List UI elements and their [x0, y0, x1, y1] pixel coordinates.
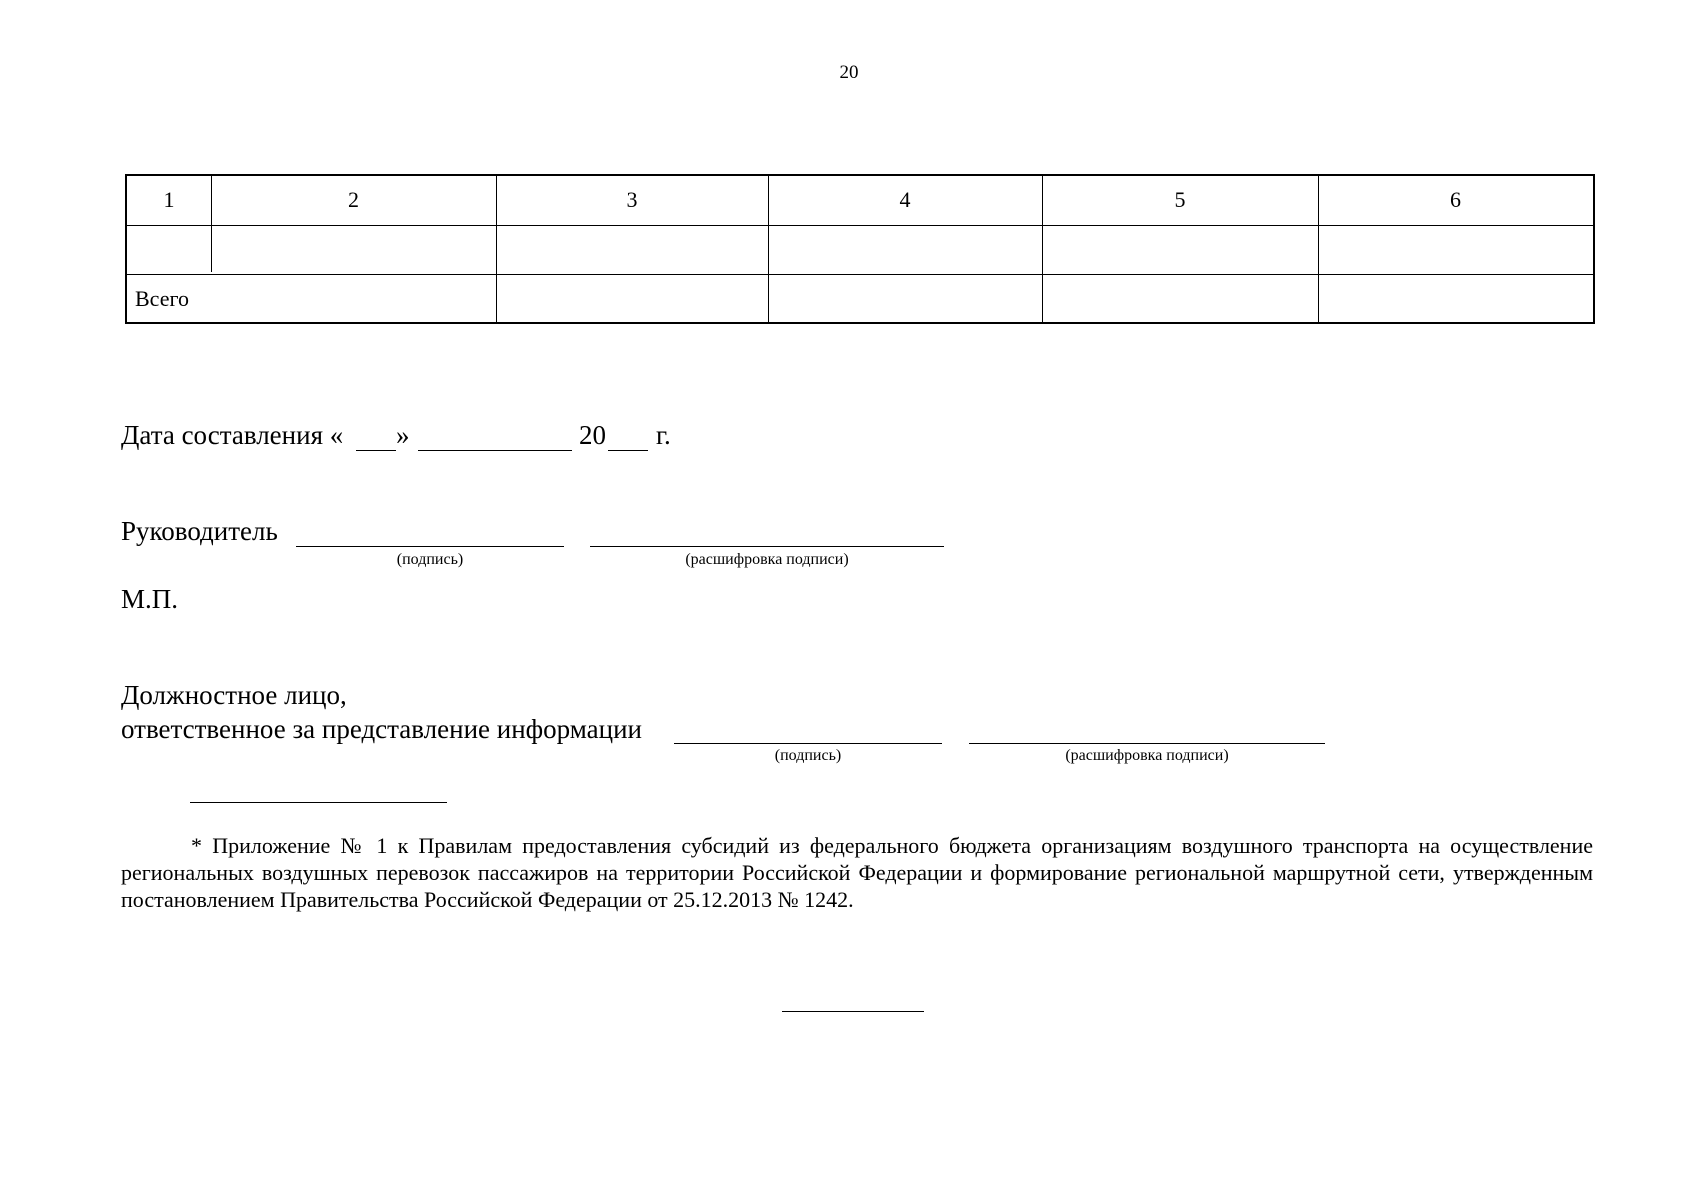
head-decode-line [590, 546, 944, 547]
date-day-blank [356, 450, 396, 451]
date-quote-close: » [396, 420, 410, 450]
page-number: 20 [839, 62, 859, 83]
official-signature-caption: (подпись) [774, 747, 842, 764]
table-header-cell: 5 [1174, 187, 1186, 212]
table-row-divider [127, 274, 1593, 275]
table-header-cell: 1 [163, 187, 175, 212]
head-signature-line [296, 546, 564, 547]
data-table [125, 174, 1595, 324]
official-decode-caption: (расшифровка подписи) [1065, 747, 1229, 764]
official-decode-line [969, 743, 1325, 744]
footnote-text: * Приложение № 1 к Правилам предоставления субсидий из федерального бюджета организациям воздушного транспорта на осуществление региональных воздушных перевозок пассажиров на территории Российской Федерации и формирование региональной маршрутной сети, утвержденным постановлением Правительства Российской Федерации от 25.12.2013 № 1242. [121, 833, 1593, 912]
footnote-separator [190, 802, 447, 803]
date-month-blank [418, 450, 572, 451]
end-of-document-line [782, 1011, 924, 1012]
official-label-line2: ответственное за представление информации [121, 714, 642, 744]
date-label: Дата составления « [121, 420, 344, 450]
date-year-suffix: г. [656, 420, 671, 450]
stamp-label: М.П. [121, 584, 179, 614]
date-year-blank [608, 450, 648, 451]
table-row-divider [127, 225, 1593, 226]
table-header-cell: 2 [348, 187, 359, 212]
head-signature-caption: (подпись) [396, 551, 464, 568]
official-signature-line [674, 743, 942, 744]
date-year-prefix: 20 [579, 420, 606, 450]
official-label-line1: Должностное лицо, [121, 680, 347, 710]
table-total-label: Всего [135, 286, 189, 311]
table-header-cell: 3 [626, 187, 638, 212]
head-decode-caption: (расшифровка подписи) [685, 551, 849, 568]
head-label: Руководитель [121, 516, 278, 546]
table-header-cell: 4 [899, 187, 911, 212]
table-header-cell: 6 [1450, 187, 1461, 212]
